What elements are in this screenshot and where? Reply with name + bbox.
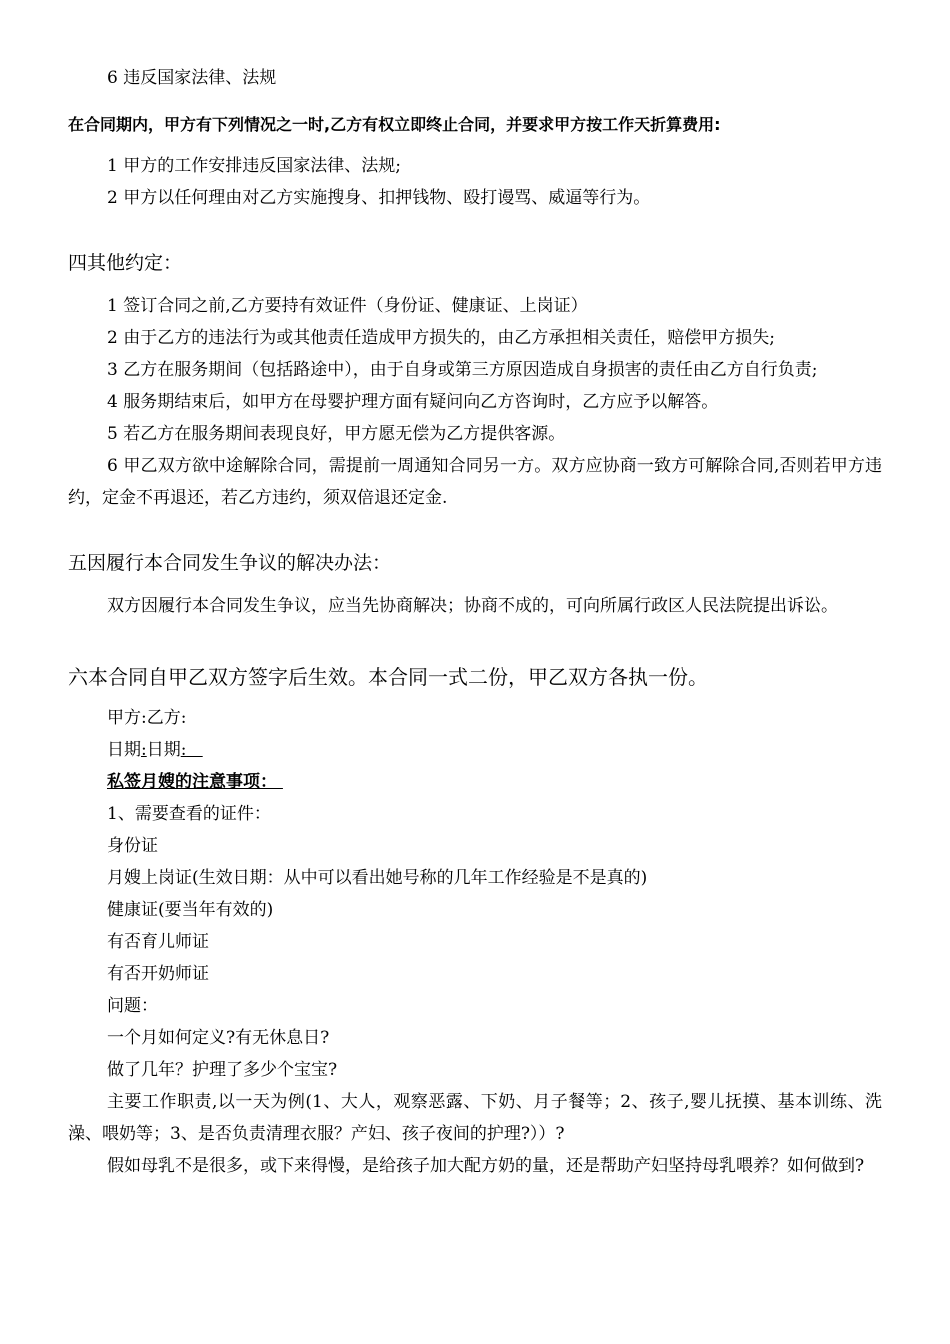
notes-line-10: 主要工作职责,以一天为例(1、大人，观察恶露、下奶、月子餐等；2、孩子,婴儿抚摸、基本训练、洗澡、喂奶等；3、是否负责清理衣服？产妇、孩子夜间的护理?））? xyxy=(68,1092,882,1144)
termination-condition-heading: 在合同期内，甲方有下列情况之一时,乙方有权立即终止合同，并要求甲方按工作天折算费用: xyxy=(68,115,721,134)
section-5-heading: 五因履行本合同发生争议的解决办法： xyxy=(68,552,392,574)
notes-line-5: 有否育儿师证 xyxy=(107,932,209,952)
date-label-1: 日期 xyxy=(107,740,141,760)
notes-line-1: 1、需要查看的证件： xyxy=(107,804,271,824)
section-4-item-6: 6 甲乙双方欲中途解除合同，需提前一周通知合同另一方。双方应协商一致方可解除合同,否则若甲方违约，定金不再退还，若乙方违约，须双倍退还定金. xyxy=(68,456,882,508)
notes-line-11: 假如母乳不是很多，或下来得慢，是给孩子加大配方奶的量，还是帮助产妇坚持母乳喂养？如何做到? xyxy=(107,1156,865,1176)
date-line xyxy=(107,734,882,766)
notes-line-2: 身份证 xyxy=(107,836,158,856)
section-6-heading: 六本合同自甲乙双方签字后生效。本合同一式二份，甲乙双方各执一份。 xyxy=(68,665,708,689)
section-4-item-5: 5 若乙方在服务期间表现良好，甲方愿无偿为乙方提供客源。 xyxy=(107,424,566,444)
notes-line-3: 月嫂上岗证(生效日期：从中可以看出她号称的几年工作经验是不是真的) xyxy=(107,868,648,888)
notes-line-9: 做了几年？护理了多少个宝宝? xyxy=(107,1060,338,1080)
notes-title-text: 私签月嫂的注意事项： xyxy=(107,772,277,792)
section-4-item-2: 2 由于乙方的违法行为或其他责任造成甲方损失的，由乙方承担相关责任，赔偿甲方损失; xyxy=(107,328,775,348)
clause-item-6: 6 违反国家法律、法规 xyxy=(107,68,277,88)
date-label-2: 日期 xyxy=(146,740,181,760)
notes-line-4: 健康证(要当年有效的) xyxy=(107,900,274,920)
date-colon-2: : xyxy=(180,740,187,760)
notes-title xyxy=(107,766,882,798)
date-colon-1: : xyxy=(141,740,147,760)
termination-item-2: 2 甲方以任何理由对乙方实施搜身、扣押钱物、殴打谩骂、威逼等行为。 xyxy=(107,188,651,208)
section-4-item-4: 4 服务期结束后，如甲方在母婴护理方面有疑问向乙方咨询时，乙方应予以解答。 xyxy=(107,392,719,412)
notes-line-6: 有否开奶师证 xyxy=(107,964,209,984)
notes-line-8: 一个月如何定义?有无休息日? xyxy=(107,1028,330,1048)
notes-line-7: 问题： xyxy=(107,996,158,1016)
termination-item-1: 1 甲方的工作安排违反国家法律、法规; xyxy=(107,156,401,176)
date-blank xyxy=(181,740,203,760)
section-5-body: 双方因履行本合同发生争议，应当先协商解决；协商不成的，可向所属行政区人民法院提出诉讼。 xyxy=(107,596,838,616)
section-4-item-1: 1 签订合同之前,乙方要持有效证件（身份证、健康证、上岗证） xyxy=(107,296,588,316)
signature-line: 甲方:乙方: xyxy=(107,708,187,728)
section-4-heading: 四其他约定： xyxy=(68,252,183,274)
section-4-item-3: 3 乙方在服务期间（包括路途中），由于自身或第三方原因造成自身损害的责任由乙方自行负责; xyxy=(107,360,818,380)
